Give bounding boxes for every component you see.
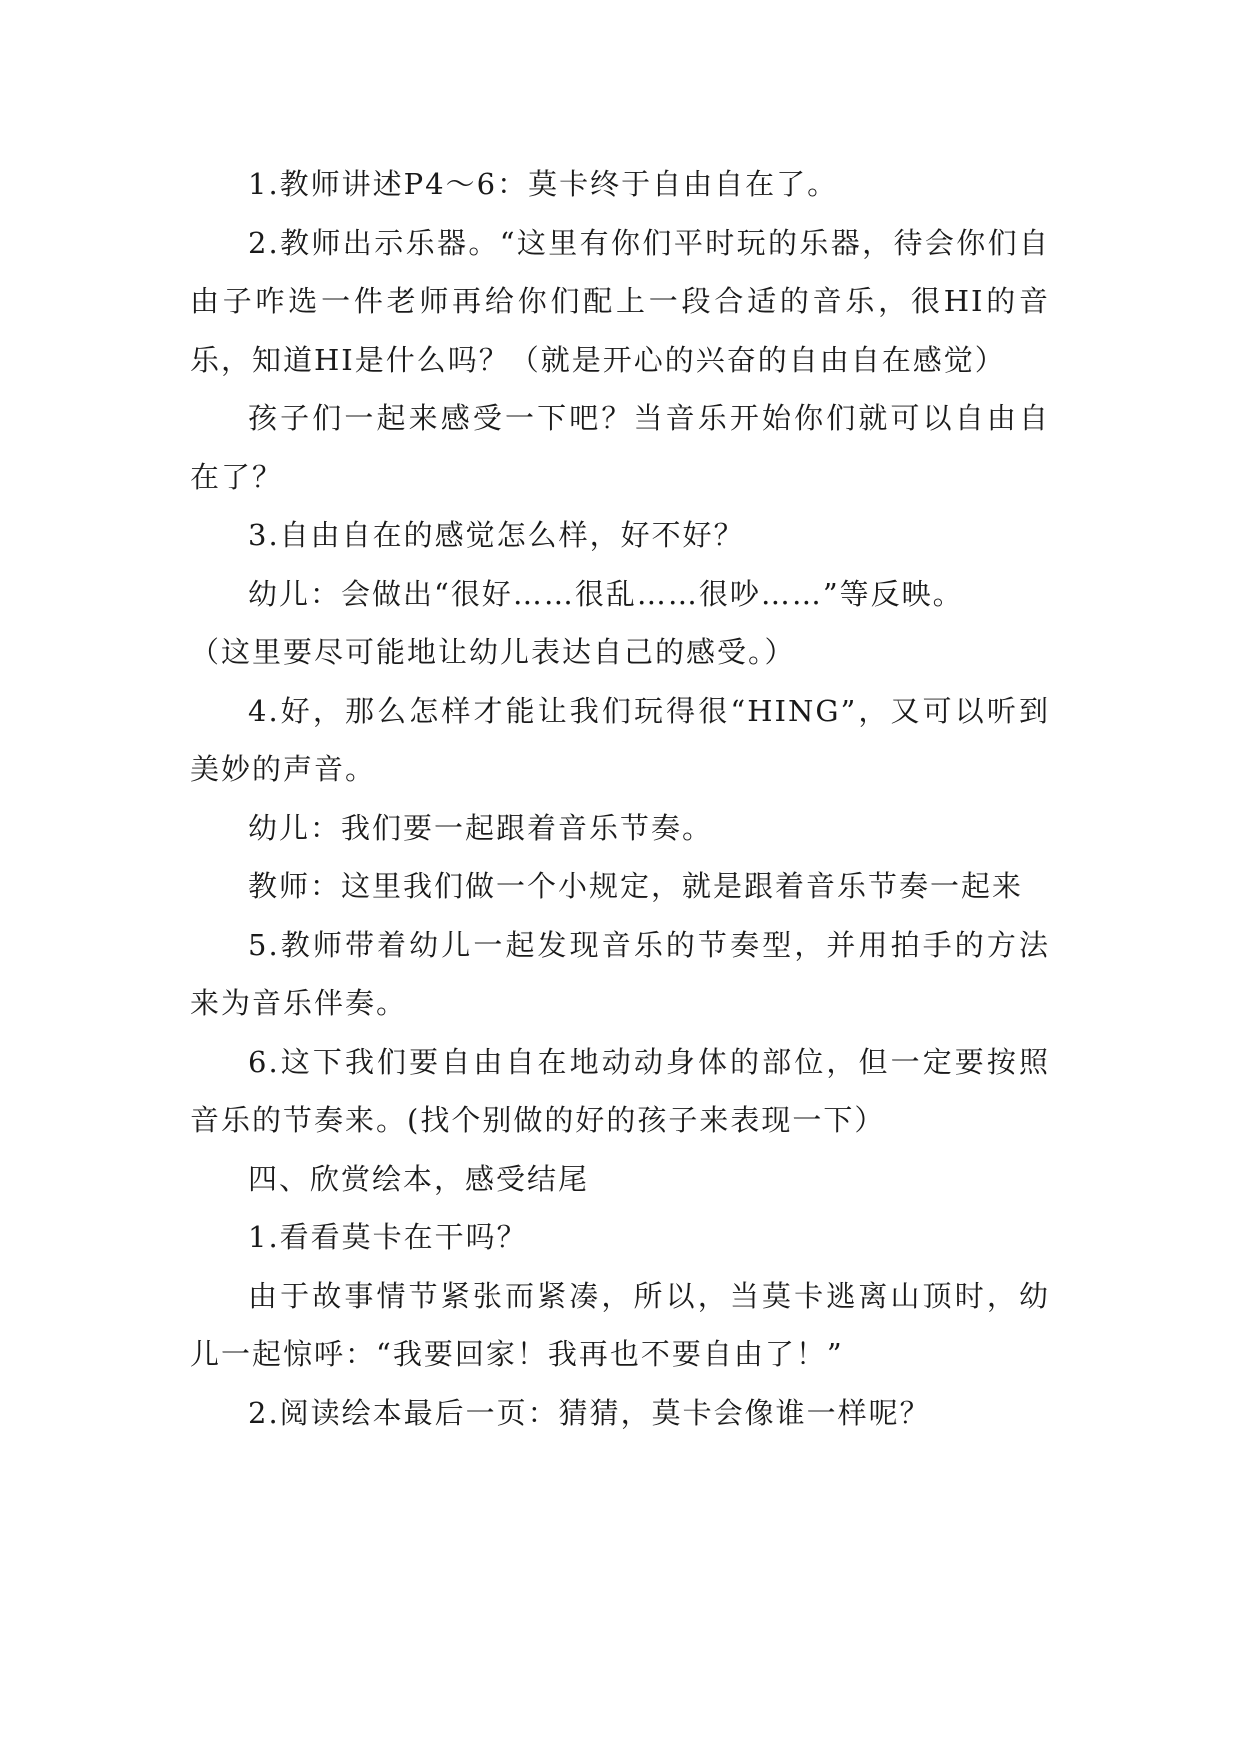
paragraph-15: 2.阅读绘本最后一页：猜猜，莫卡会像谁一样呢？ — [248, 1395, 931, 1430]
paragraph-4: 3.自由自在的感觉怎么样，好不好？ — [248, 518, 745, 552]
paragraph-13: 1.看看莫卡在干吗？ — [248, 1220, 528, 1254]
section-heading: 四、欣赏绘本，感受结尾 — [248, 1161, 590, 1196]
paragraph-7: 4.好，那么怎样才能让我们玩得很“HING”，又可以听到美妙的声音。 — [190, 693, 1050, 786]
paragraph-11: 6.这下我们要自由自在地动动身体的部位，但一定要按照音乐的节奏来。(找个别做的好的孩子来表现一下） — [190, 1044, 1050, 1137]
paragraph-5: 幼儿：会做出“很好……很乱……很吵……”等反映。 — [248, 576, 964, 611]
paragraph-14: 由于故事情节紧张而紧凑，所以，当莫卡逃离山顶时，幼儿一起惊呼：“我要回家！我再也不要自由了！” — [190, 1278, 1050, 1371]
paragraph-9: 教师：这里我们做一个小规定，就是跟着音乐节奏一起来 — [248, 869, 1024, 903]
paragraph-6: （这里要尽可能地让幼儿表达自己的感受。） — [190, 635, 796, 669]
paragraph-10: 5.教师带着幼儿一起发现音乐的节奏型，并用拍手的方法来为音乐伴奏。 — [190, 927, 1050, 1020]
paragraph-1: 1.教师讲述P4～6：莫卡终于自由自在了。 — [248, 167, 839, 201]
document-body — [190, 155, 1050, 1442]
paragraph-3: 孩子们一起来感受一下吧？当音乐开始你们就可以自由自在了？ — [190, 401, 1050, 494]
paragraph-2: 2.教师出示乐器。“这里有你们平时玩的乐器，待会你们自由子咋选一件老师再给你们配上一段合适的音乐，很HI的音乐，知道HI是什么吗？（就是开心的兴奋的自由自在感觉） — [190, 225, 1050, 377]
paragraph-8: 幼儿：我们要一起跟着音乐节奏。 — [248, 810, 714, 845]
